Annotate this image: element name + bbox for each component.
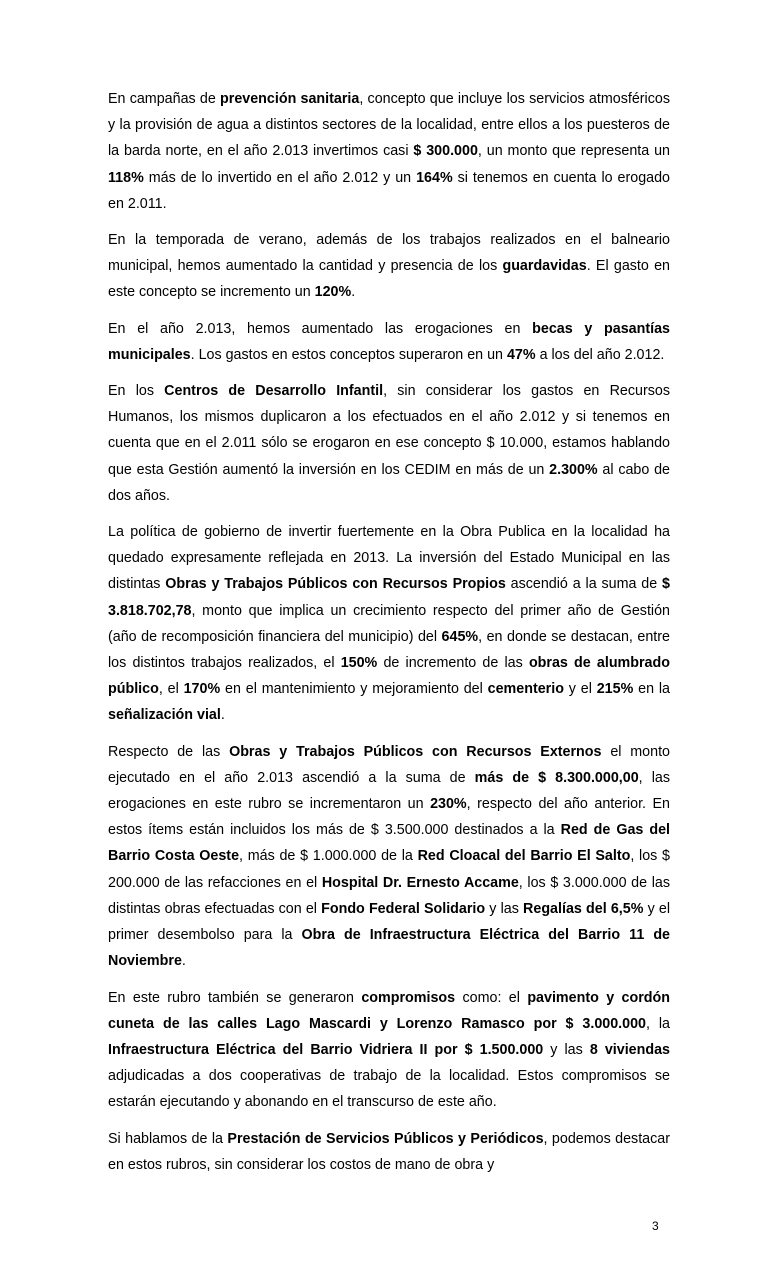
text-run: . Los gastos en estos conceptos superaron en un — [190, 346, 507, 363]
bold-text: Fondo Federal Solidario — [321, 900, 486, 917]
paragraph — [108, 86, 670, 217]
text-run: En este rubro también se generaron — [108, 989, 362, 1006]
text-run: y las — [543, 1041, 590, 1058]
bold-text: becas y pasantías municipales — [108, 320, 671, 363]
text-run: En la temporada de verano, además de los trabajos realizados en el balneario municipal, hemos aumentado la cantidad y presencia de los — [108, 232, 670, 275]
bold-text: $ 3.818.702,78 — [108, 576, 670, 619]
page-number: 3 — [652, 1219, 659, 1233]
bold-text: Hospital Dr. Ernesto Accame — [321, 874, 519, 891]
bold-text: Infraestructura Eléctrica del Barrio Vidriera II por $ 1.500.000 — [108, 1041, 544, 1058]
bold-text: 215% — [596, 681, 634, 698]
text-run: En campañas de — [108, 91, 221, 107]
text-run: En el año 2.013, hemos aumentado las erogaciones en — [108, 320, 533, 337]
paragraph — [108, 1126, 670, 1178]
text-run: , los $ 3.000.000 de las distintas obras efectuadas con el — [108, 874, 670, 917]
text-run: . El gasto en este concepto se incremento un — [108, 258, 670, 301]
text-run: , el — [158, 681, 184, 698]
text-run: , sin considerar los gastos en Recursos Humanos, los mismos duplicaron a los efectuados en el año 2.012 y si tenemos en cuenta que en el 2.011 sólo se erogaron en ese concepto $ 10.000, estamos hablando que esta Gestión aumentó la inversión en los CEDIM en más de un — [108, 383, 670, 478]
bold-text: pavimento y cordón cuneta de las calles Lago Mascardi y Lorenzo Ramasco por $ 3.000.000 — [108, 989, 670, 1032]
bold-text: Red Cloacal del Barrio El Salto — [417, 848, 631, 865]
text-run: el monto ejecutado en el año 2.013 ascendió a la suma de — [108, 743, 671, 786]
text-run: , en donde se destacan, entre los distintos trabajos realizados, el — [108, 628, 670, 672]
text-run: . — [181, 953, 186, 970]
document-body — [108, 86, 670, 1188]
text-run: como: el — [455, 989, 528, 1006]
bold-text: Obras y Trabajos Públicos con Recursos Propios — [165, 576, 506, 593]
text-run: . — [220, 707, 225, 724]
bold-text: Obras y Trabajos Públicos con Recursos Externos — [229, 743, 602, 760]
text-run: , concepto que incluye los servicios atmosféricos y la provisión de agua a distintos sectores de la localidad, entre ellos a los puesteros de la barda norte, en el año 2.013 invertimos casi — [108, 91, 670, 160]
text-run: En los — [108, 383, 165, 400]
text-run: . — [351, 284, 356, 301]
text-run: y el — [563, 681, 597, 698]
text-run: La política de gobierno de invertir fuertemente en la Obra Publica en la localidad ha quedado expresamente reflejada en 2013. La inversión del Estado Municipal en las distintas — [108, 524, 670, 593]
bold-text: más de $ 8.300.000,00 — [474, 769, 639, 786]
paragraph — [108, 378, 670, 509]
text-run: Respecto de las — [108, 743, 230, 760]
text-run: al cabo de dos años. — [108, 461, 670, 504]
bold-text: 645% — [441, 628, 479, 645]
text-run: en la — [633, 681, 670, 698]
bold-text: guardavidas — [502, 258, 587, 275]
text-run: a los del año 2.012. — [535, 346, 665, 363]
text-run: adjudicadas a dos cooperativas de trabajo de la localidad. Estos compromisos se estarán ejecutando y abonando en el transcurso de este año. — [108, 1068, 670, 1111]
bold-text: 2.300% — [549, 461, 598, 478]
bold-text: cementerio — [487, 681, 564, 698]
paragraph — [108, 739, 670, 975]
text-run: , más de $ 1.000.000 de la — [239, 848, 418, 865]
bold-text: obras de alumbrado público — [108, 655, 670, 698]
text-run: , los $ 200.000 de las refacciones en el — [108, 848, 670, 891]
bold-text: $ 300.000 — [413, 143, 478, 160]
bold-text: compromisos — [361, 989, 456, 1006]
bold-text: Obra de Infraestructura Eléctrica del Barrio 11 de Noviembre — [108, 927, 671, 970]
text-run: , la — [646, 1015, 670, 1032]
bold-text: Centros de Desarrollo Infantil — [164, 383, 384, 400]
paragraph — [108, 227, 670, 306]
paragraph — [108, 985, 670, 1116]
bold-text: 230% — [430, 796, 467, 813]
text-run: en el mantenimiento y mejoramiento del — [220, 681, 488, 698]
bold-text: señalización vial — [108, 707, 221, 724]
text-run: más de lo invertido en el año 2.012 y un — [143, 169, 417, 186]
paragraph — [108, 519, 670, 729]
text-run: y el primer desembolso para la — [108, 900, 671, 944]
bold-text: 120% — [314, 284, 352, 301]
bold-text: 8 viviendas — [589, 1041, 671, 1058]
bold-text: 118% — [108, 169, 144, 186]
text-run: , monto que implica un crecimiento respecto del primer año de Gestión (año de recomposición financiera del municipio) del — [108, 602, 670, 645]
text-run: si tenemos en cuenta lo erogado en 2.011. — [108, 169, 670, 212]
bold-text: Red de Gas del Barrio Costa Oeste — [108, 822, 670, 865]
bold-text: 164% — [416, 169, 453, 186]
text-run: , un monto que representa un — [477, 143, 671, 160]
text-run: y las — [485, 900, 524, 917]
bold-text: 170% — [183, 681, 221, 698]
bold-text: 47% — [506, 346, 536, 363]
bold-text: 150% — [340, 655, 378, 672]
text-run: , respecto del año anterior. En estos ítems están incluidos los más de $ 3.500.000 destinados a la — [108, 796, 671, 839]
bold-text: Prestación de Servicios Públicos y Periódicos — [227, 1130, 544, 1147]
text-run: de incremento de las — [377, 655, 529, 672]
text-run: , las erogaciones en este rubro se incrementaron un — [108, 769, 670, 813]
text-run: Si hablamos de la — [108, 1130, 228, 1147]
text-run: , podemos destacar en estos rubros, sin considerar los costos de mano de obra y — [108, 1130, 670, 1173]
text-run: ascendió a la suma de — [505, 576, 663, 593]
paragraph — [108, 316, 670, 368]
bold-text: Regalías del 6,5% — [523, 900, 644, 917]
bold-text: prevención sanitaria — [220, 91, 360, 107]
